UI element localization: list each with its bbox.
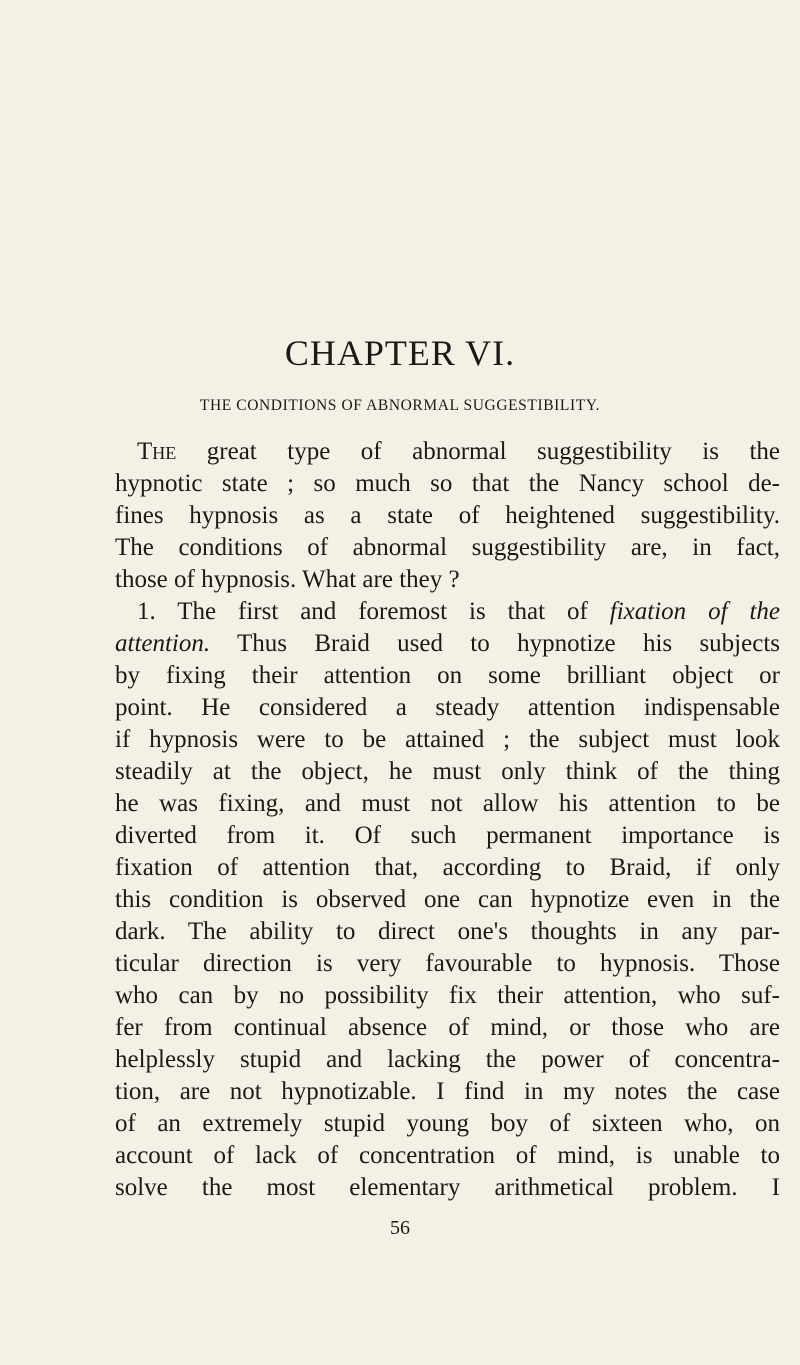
paragraph-line: if hypnosis were to be attained ; the subject must look (115, 726, 780, 753)
paragraph-line: steadily at the object, he must only think of the thing (115, 758, 780, 785)
dropcap-word: The (137, 438, 177, 465)
paragraph-line: those of hypnosis. What are they ? (115, 566, 460, 593)
paragraph-line: diverted from it. Of such permanent importance is (115, 822, 780, 849)
paragraph-line: The conditions of abnormal suggestibility are, in fact, (115, 534, 780, 561)
paragraph-line: this condition is observed one can hypnotize even in the (115, 886, 780, 913)
paragraph-line: account of lack of concentration of mind, is unable to (115, 1142, 780, 1169)
paragraph-line: who can by no possibility fix their attention, who suf- (115, 982, 780, 1009)
paragraph-line: of an extremely stupid young boy of sixteen who, on (115, 1110, 780, 1137)
body-text (115, 436, 780, 1204)
chapter-title: CHAPTER VI. (284, 333, 516, 373)
paragraph-line: dark. The ability to direct one's thoughts in any par- (115, 918, 780, 945)
page-number: 56 (390, 1217, 410, 1239)
paragraph-line: solve the most elementary arithmetical problem. I (115, 1174, 780, 1201)
paragraph-line: point. He considered a steady attention indispensable (115, 694, 780, 721)
paragraph-line: fixation of attention that, according to Braid, if only (115, 854, 780, 881)
italic-span: fixation of the (609, 598, 780, 625)
paragraph-line: helplessly stupid and lacking the power of concentra- (115, 1046, 780, 1073)
paragraph-line: ticular direction is very favourable to hypnosis. Those (115, 950, 780, 977)
text-span: Thus Braid used to hypnotize his subjects (210, 630, 780, 657)
italic-span: attention. (115, 630, 211, 657)
paragraph-line: fines hypnosis as a state of heightened suggestibility. (115, 502, 780, 529)
paragraph-line: fer from continual absence of mind, or those who are (115, 1014, 780, 1041)
paragraph-line: he was fixing, and must not allow his attention to be (115, 790, 780, 817)
text-span: 1. The first and foremost is that of (137, 598, 610, 625)
paragraph-line (115, 436, 780, 468)
paragraph-line: tion, are not hypnotizable. I find in my notes the case (115, 1078, 780, 1105)
paragraph-line: hypnotic state ; so much so that the Nancy school de- (115, 470, 780, 497)
section-title: THE CONDITIONS OF ABNORMAL SUGGESTIBILITY. (199, 397, 601, 414)
paragraph-line (115, 596, 780, 628)
text-span: great type of abnormal suggestibility is the (176, 438, 780, 465)
paragraph-line (115, 628, 780, 660)
paragraph-line: by fixing their attention on some brilliant object or (115, 662, 780, 689)
